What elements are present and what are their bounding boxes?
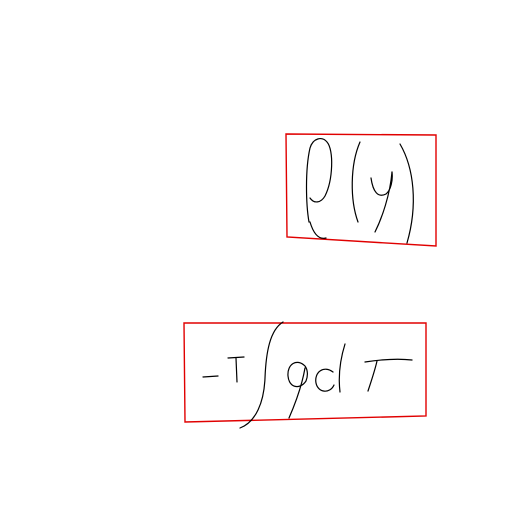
label-integral: −T∫qdT bbox=[0, 0, 4, 1]
bounding-box-integral bbox=[184, 323, 426, 422]
handwriting-rho-of-y bbox=[307, 139, 414, 243]
label-rho-of-y: ρ(y) bbox=[0, 0, 3, 1]
handwriting-integral bbox=[203, 322, 412, 428]
annotation-rho-of-y bbox=[0, 0, 436, 246]
